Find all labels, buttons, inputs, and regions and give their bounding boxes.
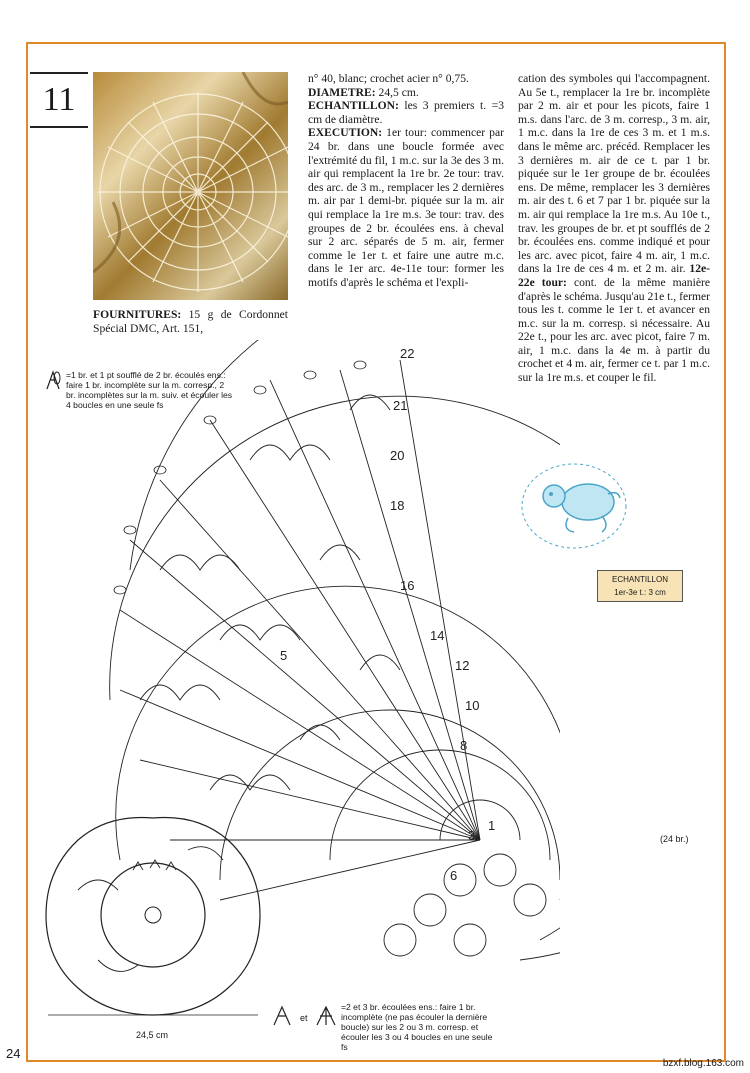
diameter-label: 24,5 cm xyxy=(136,1030,169,1040)
round-label: 1 xyxy=(488,818,496,833)
supplies-text: 15 g de Cordonnet Spécial DMC, Art. 151, xyxy=(93,308,288,335)
execution-label: EXECUTION: xyxy=(308,126,383,140)
three-tr-cluster-icon xyxy=(314,1004,338,1026)
page-number: 24 xyxy=(6,1046,21,1061)
round-label: 18 xyxy=(390,498,405,513)
round-label: 12 xyxy=(455,658,470,673)
instructions-column-3 xyxy=(518,72,710,385)
sample-box-value: 1er-3e t.: 3 cm xyxy=(614,588,666,597)
materials-lead: n° 40, blanc; crochet acier n° 0,75. xyxy=(308,72,469,85)
diametre-value: 24,5 cm. xyxy=(378,85,419,99)
supplies-label: FOURNITURES: xyxy=(93,308,182,321)
round-label: 20 xyxy=(390,448,405,463)
echantillon-value: les 3 premiers t. =3 cm de diamètre. xyxy=(308,99,504,126)
puff-stitch-symbol-icon xyxy=(44,370,62,390)
symbol-explanation: cation des symboles qui l'accompagnent. Au 5e t., remplacer la 1re br. incomplète par 2 m. air et pour les picots, faire 1 m.s. dans l'arc. de 3 m. corresp., 3 m. air, 1 m.c. dans la 1re de ces 3 m. et 1 m.s. dans le même arc. précéd. Remplacer les 3 dernières m. air de ce t. par 1 br. piquée sur le 1er groupe de br. écoulées ens. De même, remplacer les 3 dernières m. air des t. 6 et 7 par 1 br. piquée sur la m. air qui remplace la 1re m.s. Au 10e t., trav. les groupes de br. et pt soufflés de 2 br. écoulées ens. comme indiqué et pour les arc. avec picot, faire 4 m. air, 1 m.c. dans la 1re de ces 4 m. et 2 m. air. xyxy=(518,72,710,276)
round-label: 14 xyxy=(430,628,445,643)
legend-et: et xyxy=(300,1013,308,1023)
start-note: (24 br.) xyxy=(660,834,689,844)
legend-puff-stitch: =1 br. et 1 pt soufflé de 2 br. écoulés ens.: faire 1 br. incomplète sur la m. corresp., 2 br. incomplètes sur la m. suiv. et écouler les 4 boucles en une seule fs xyxy=(66,370,233,410)
doily-photo xyxy=(93,72,288,300)
sample-box-title: ECHANTILLON xyxy=(611,575,668,584)
two-tr-cluster-icon xyxy=(270,1004,294,1026)
diametre-label: DIAMETRE: xyxy=(308,85,376,99)
site-watermark: bzxf.blog.163.com xyxy=(662,1058,744,1069)
round-label: 8 xyxy=(460,738,468,753)
round-label: 21 xyxy=(393,398,408,413)
echantillon-label: ECHANTILLON: xyxy=(308,99,399,113)
supplies xyxy=(93,308,288,336)
round-label: 5 xyxy=(280,648,288,663)
round-label: 16 xyxy=(400,578,415,593)
legend-clusters: =2 et 3 br. écoulées ens.: faire 1 br. incomplète (ne pas écouler la dernière boucle) sur les 2 ou 3 m. corresp. et écouler les 3 ou 4 boucles en une seule fs xyxy=(341,1002,493,1052)
tour12-text: cont. de la même manière d'après le schéma. Jusqu'au 21e t., fermer tous les t. comme le 1er t. et avancer en m.c. sur la m. corresp. si nécessaire. Au 22e t., pour les arc. avec picot, faire 7 m. air, 1 m.c. dans la 4e m. à partir du crochet et 4 m. air, fermer ce t. par 1 m.c. sur la 1re m.s. et couper le fil. xyxy=(518,275,710,385)
sample-size-box xyxy=(597,570,683,602)
tour12-label: 12e-22e tour: xyxy=(518,262,710,289)
doily-overview-diagram xyxy=(38,810,268,1025)
instructions-column-2 xyxy=(308,72,504,290)
round-label: 3 xyxy=(468,828,476,843)
execution-text: 1er tour: commencer par 24 br. dans une boucle formée avec l'extrémité du fil, 1 m.c. sur la 3e des 3 m. air qui remplacent la 1re br. 2e tour: trav. des arc. de 3 m., remplacer les 2 dernières m. air par 1 demi-br. piquée sur la m. air qui remplace la 1re m.s. 3e tour: trav. des groupes de 2 br. écoulées ens. à cheval sur 2 arc. séparés de 5 m. air, fermer comme le 1er t. et faire une autre m.c. dans le 1er arc. 4e-11e tour: former les motifs d'après le schéma et l'expli- xyxy=(308,126,504,289)
round-label: 6 xyxy=(450,868,458,883)
round-label: 22 xyxy=(400,346,415,361)
pattern-number: 11 xyxy=(30,72,88,128)
round-label: 10 xyxy=(465,698,480,713)
